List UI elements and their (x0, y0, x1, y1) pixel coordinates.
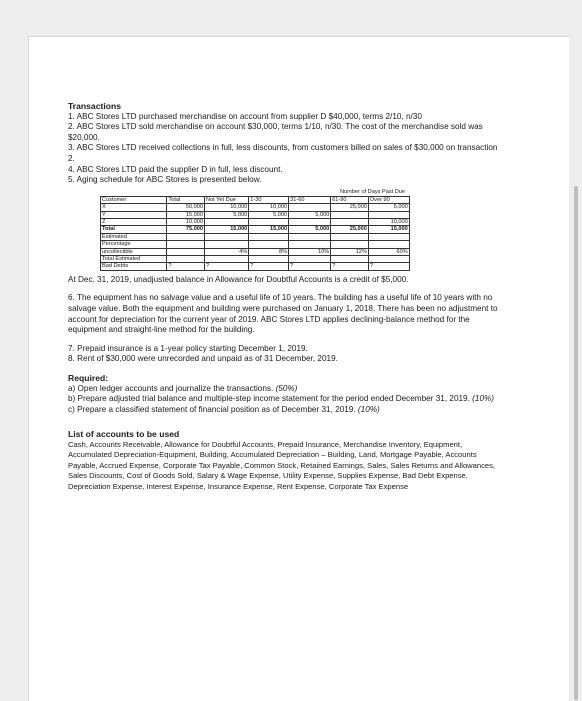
aging-header-cell: Customer (101, 196, 167, 203)
transaction-2: 2. ABC Stores LTD sold merchandise on account $30,000, terms 1/10, n/30. The cost of the merchandise sold was $20,000. (68, 122, 483, 142)
aging-cell: 15,000 (249, 226, 289, 233)
aging-row-label: Total Estimated (101, 256, 167, 263)
aging-cell: 10,000 (368, 218, 409, 225)
transaction-3: 3. ABC Stores LTD received collections in full, less discounts, from customers billed on sales of $30,000 on transaction 2. (68, 143, 498, 163)
aging-cell: 4% (205, 248, 249, 255)
allowance-note: At Dec. 31, 2019, unadjusted balance in Allowance for Doubtful Accounts is a credit of $5,000. (68, 274, 409, 284)
aging-cell (331, 211, 369, 218)
aging-cell: 10,000 (167, 218, 205, 225)
aging-row (101, 204, 443, 211)
aging-cell (249, 233, 289, 240)
aging-row (101, 233, 443, 240)
aging-row (101, 241, 443, 248)
aging-cell (249, 218, 289, 225)
required-item-b: b) Prepare adjusted trial balance and multiple-step income statement for the period ended December 31, 2019. (10%) (68, 394, 495, 404)
aging-cell: 25,000 (331, 204, 369, 211)
aging-cell: ? (167, 263, 205, 270)
aging-cell: 5,000 (205, 211, 249, 218)
aging-cell: 5,000 (368, 204, 409, 211)
weight-a: (50%) (275, 383, 298, 393)
aging-cell: ? (249, 263, 289, 270)
aging-header-cell: Over 90 (368, 196, 409, 203)
aging-header-row (101, 196, 443, 203)
aging-cell (167, 241, 205, 248)
aging-cell: 8% (249, 248, 289, 255)
aging-cell: 10% (289, 248, 331, 255)
aging-cell: 5,000 (289, 211, 331, 218)
aging-cell: 5,000 (249, 211, 289, 218)
aging-header-cell: Not Yet Due (205, 196, 249, 203)
aging-row-label: Bad Debts (101, 263, 167, 270)
required-heading: Required: (68, 372, 109, 383)
aging-row (101, 211, 443, 218)
aging-cell: 10,000 (205, 204, 249, 211)
aging-cell: 12% (331, 248, 369, 255)
aging-cell: ? (205, 263, 249, 270)
aging-cell: 5,000 (289, 226, 331, 233)
aging-row (101, 248, 443, 255)
aging-row (101, 256, 443, 263)
aging-cell (368, 241, 409, 248)
aging-header-cell: 1-30 (249, 196, 289, 203)
aging-cell (167, 233, 205, 240)
aging-cell: ? (289, 263, 331, 270)
required-item-a: a) Open ledger accounts and journalize the transactions. (50%) (68, 383, 298, 393)
aging-cell: 25,000 (331, 226, 369, 233)
aging-cell: 15,000 (205, 226, 249, 233)
aging-cell (368, 256, 409, 263)
transaction-4: 4. ABC Stores LTD paid the supplier D in full, less discount. (68, 164, 283, 174)
aging-cell (249, 256, 289, 263)
aging-cell: 75,000 (167, 226, 205, 233)
aging-cell (368, 211, 409, 218)
aging-cell (167, 248, 205, 255)
aging-row-label: uncollectible (101, 248, 167, 255)
accounts-heading: List of accounts to be used (68, 429, 180, 440)
aging-cell: 10,000 (249, 204, 289, 211)
aging-cell: 15,000 (368, 226, 409, 233)
accounts-list: Cash, Accounts Receivable, Allowance for Doubtful Accounts, Prepaid Insurance, Merchandise Inventory, Equipment, Accumulated Depreciation-Equipment, Building, Accumulated Depreciation – Building, Land, Mortgage Payable, Accounts Payable, Accrued Expense, Corporate Tax Payable, Common Stock, Retained Earnings, Sales, Sales Returns and Allowances, Sales Discounts, Cost of Goods Sold, Salary & Wage Expense, Utility Expense, Supplies Expense, Bad Debt Expense, Depreciation Expense, Interest Expense, Insurance Expense, Rent Expense, Corporate Tax Expense (68, 439, 496, 491)
aging-cell (205, 218, 249, 225)
aging-cell (331, 233, 369, 240)
aging-header-cell: Total (167, 196, 205, 203)
item-7: 7. Prepaid insurance is a 1-year policy starting December 1, 2019. (68, 343, 308, 353)
aging-cell (205, 233, 249, 240)
aging-cell (205, 256, 249, 263)
aging-row-label: Estimated (101, 233, 167, 240)
aging-header-cell: 61-90 (331, 196, 369, 203)
aging-schedule-table (100, 188, 443, 271)
aging-header-cell: 31-60 (289, 196, 331, 203)
aging-row (101, 263, 443, 270)
required-item-c: c) Prepare a classified statement of financial position as of December 31, 2019. (10%) (68, 404, 380, 414)
days-past-due-caption: Number of Days Past Due (340, 188, 405, 195)
aging-cell (289, 218, 331, 225)
aging-cell (289, 233, 331, 240)
aging-row-label: Total (101, 226, 167, 233)
transaction-5: 5. Aging schedule for ABC Stores is presented below. (68, 175, 262, 185)
aging-cell: 50,000 (167, 204, 205, 211)
aging-cell (289, 241, 331, 248)
required-list (68, 384, 498, 416)
aging-cell (289, 204, 331, 211)
aging-cell (289, 256, 331, 263)
aging-cell (205, 241, 249, 248)
aging-cell (331, 218, 369, 225)
item-8: 8. Rent of $30,000 were unrecorded and unpaid as of 31 December, 2019. (68, 354, 338, 364)
aging-cell (249, 241, 289, 248)
aging-row-label: X (101, 204, 167, 211)
aging-cell (167, 256, 205, 263)
weight-b: (10%) (472, 394, 495, 404)
aging-cell: ? (368, 263, 409, 270)
aging-cell (331, 256, 369, 263)
document-content (68, 101, 498, 492)
aging-row-label: Z (101, 218, 167, 225)
aging-row (101, 226, 443, 233)
aging-row-label: Percentage (101, 241, 167, 248)
aging-cell: 15,000 (167, 211, 205, 218)
aging-row (101, 218, 443, 225)
aging-row-label: Y (101, 211, 167, 218)
aging-cell (368, 233, 409, 240)
aging-cell: ? (331, 263, 369, 270)
weight-c: (10%) (357, 404, 380, 414)
aging-cell (331, 241, 369, 248)
transaction-1: 1. ABC Stores LTD purchased merchandise on account from supplier D $40,000, terms 2/10, n/30 (68, 111, 422, 121)
aging-cell: 60% (368, 248, 409, 255)
vertical-scrollbar[interactable] (574, 186, 578, 700)
item-6: 6. The equipment has no salvage value and a useful life of 10 years. The building has a useful life of 10 years with no salvage value. Both the equipment and building were purchased on January 1, 2018. There has been no adjustment to account for depreciation for the current year of 2019. ABC Stores LTD applies declining-balance method for the equipment and straight-line method for the building. (68, 293, 498, 335)
transactions-heading: Transactions (68, 101, 122, 111)
